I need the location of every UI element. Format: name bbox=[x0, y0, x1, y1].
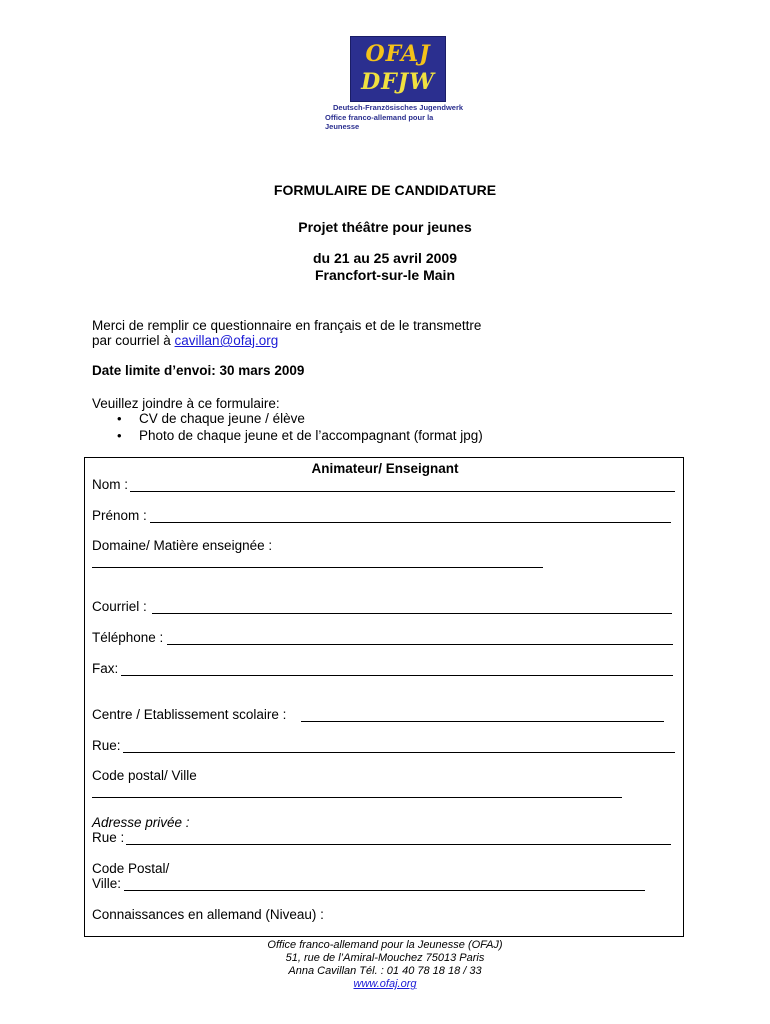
code-postal-ville-field[interactable] bbox=[92, 797, 622, 798]
adresse-privee-heading: Adresse privée : bbox=[92, 815, 190, 830]
contact-email-link[interactable]: cavillan@ofaj.org bbox=[174, 333, 279, 348]
logo-text-ofaj: OFAJ bbox=[365, 41, 431, 67]
attachment-item: CV de chaque jeune / élève bbox=[139, 411, 305, 426]
domaine-label: Domaine/ Matière enseignée : bbox=[92, 538, 273, 553]
code-postal-prive-label: Code Postal/ bbox=[92, 861, 170, 876]
attachments-intro: Veuillez joindre à ce formulaire: bbox=[92, 396, 280, 411]
project-dates: du 21 au 25 avril 2009 bbox=[313, 250, 457, 266]
prenom-label: Prénom : bbox=[92, 508, 147, 523]
fax-label: Fax: bbox=[92, 661, 119, 676]
footer-contact: Anna Cavillan Tél. : 01 40 78 18 18 / 33 bbox=[288, 965, 482, 977]
logo-subtitle-german: Deutsch-Französisches Jugendwerk bbox=[333, 103, 464, 112]
footer-website-link[interactable]: www.ofaj.org bbox=[353, 978, 417, 990]
project-name: Projet théâtre pour jeunes bbox=[298, 219, 472, 235]
logo-subtitle-french: Office franco-allemand pour la Jeunesse bbox=[325, 113, 434, 131]
nom-field[interactable] bbox=[130, 491, 675, 492]
rue-privee-label: Rue : bbox=[92, 830, 125, 845]
courriel-label: Courriel : bbox=[92, 599, 147, 614]
fax-field[interactable] bbox=[121, 675, 673, 676]
domaine-field[interactable] bbox=[92, 567, 543, 568]
nom-label: Nom : bbox=[92, 477, 129, 492]
rue-privee-field[interactable] bbox=[126, 844, 671, 845]
code-postal-ville-label: Code postal/ Ville bbox=[92, 768, 197, 783]
applicant-form-box bbox=[84, 457, 684, 937]
telephone-label: Téléphone : bbox=[92, 630, 164, 645]
document-title: FORMULAIRE DE CANDIDATURE bbox=[273, 182, 497, 198]
logo-text-dfjw: DFJW bbox=[361, 69, 435, 95]
intro-line-1: Merci de remplir ce questionnaire en français et de le transmettre bbox=[92, 318, 482, 333]
form-section-title: Animateur/ Enseignant bbox=[311, 461, 459, 476]
project-location: Francfort-sur-le Main bbox=[314, 267, 455, 283]
rue-field[interactable] bbox=[123, 752, 675, 753]
ville-privee-field[interactable] bbox=[124, 890, 645, 891]
centre-label: Centre / Etablissement scolaire : bbox=[92, 707, 287, 722]
connaissances-label: Connaissances en allemand (Niveau) : bbox=[92, 907, 324, 922]
footer-address: 51, rue de l’Amiral-Mouchez 75013 Paris bbox=[285, 952, 485, 964]
footer-website-wrap bbox=[0, 978, 770, 990]
attachment-item: Photo de chaque jeune et de l’accompagnant (format jpg) bbox=[139, 428, 483, 443]
ville-privee-label: Ville: bbox=[92, 876, 122, 891]
courriel-field[interactable] bbox=[152, 613, 672, 614]
bullet-icon: • bbox=[117, 411, 122, 426]
rue-label: Rue: bbox=[92, 738, 121, 753]
prenom-field[interactable] bbox=[150, 522, 671, 523]
telephone-field[interactable] bbox=[167, 644, 673, 645]
intro-line-2-prefix: par courriel à bbox=[92, 333, 175, 348]
ofaj-logo bbox=[350, 36, 446, 102]
deadline: Date limite d’envoi: 30 mars 2009 bbox=[92, 363, 305, 378]
centre-field[interactable] bbox=[301, 721, 664, 722]
bullet-icon: • bbox=[117, 428, 122, 443]
footer-org: Office franco-allemand pour la Jeunesse (OFAJ) bbox=[267, 939, 503, 951]
intro-line-2 bbox=[92, 333, 278, 348]
